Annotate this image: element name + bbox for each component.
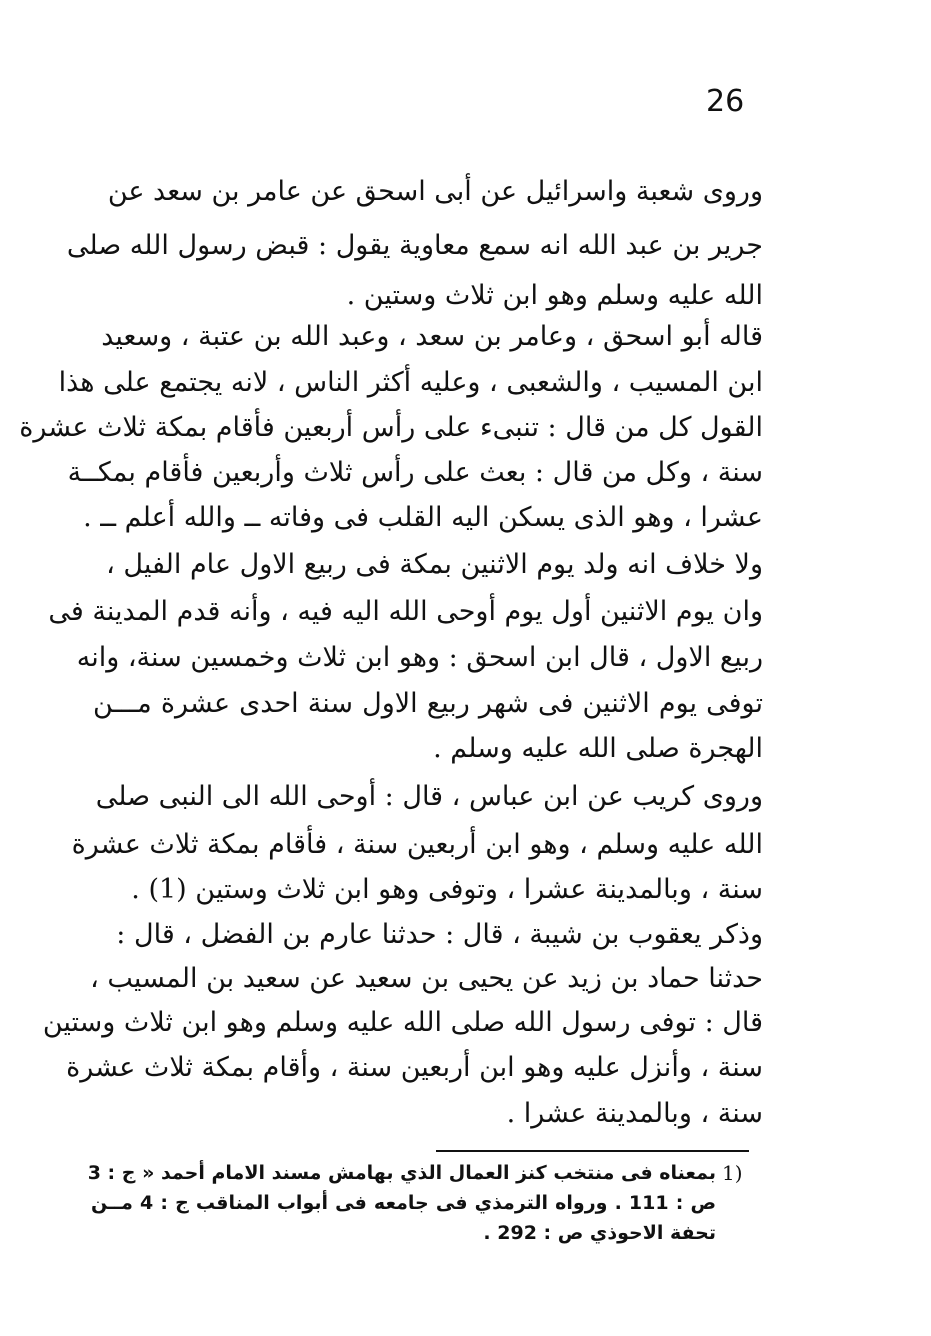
body-line: وروى شعبة واسرائيل عن أبى اسحق عن عامر بن سعد عن	[107, 176, 763, 207]
footnote-line: تحفة الاحوذي ص : 292 .	[483, 1222, 716, 1244]
footnote-line: ص : 111 . ورواه الترمذي فى جامعه فى أبواب المناقب ج : 4 مــن	[91, 1192, 717, 1214]
body-line: سنة ، وبالمدينة عشرا ، وتوفى وهو ابن ثلاث وستين (1) .	[131, 874, 763, 905]
body-line: وذكر يعقوب بن شيبة ، قال : حدثنا عارم بن الفضل ، قال :	[116, 919, 763, 950]
body-line: ابن المسيب ، والشعبى ، وعليه أكثر الناس ، لانه يجتمع على هذا	[58, 367, 763, 398]
body-line: سنة ، وكل من قال : بعث على رأس ثلاث وأربعين فأقام بمكــة	[67, 457, 763, 488]
body-line: الله عليه وسلم وهو ابن ثلاث وستين .	[346, 280, 763, 311]
body-line: ربيع الاول ، قال ابن اسحق : وهو ابن ثلاث وخمسين سنة، وانه	[76, 642, 763, 673]
body-line: جرير بن عبد الله انه سمع معاوية يقول : قبض رسول الله صلى	[66, 230, 763, 261]
body-line: قاله أبو اسحق ، وعامر بن سعد ، وعبد الله بن عتبة ، وسعيد	[101, 321, 763, 352]
body-line: سنة ، وأنزل عليه وهو ابن أربعين سنة ، وأقام بمكة ثلاث عشرة	[66, 1052, 763, 1083]
body-line: القول كل من قال : تنبىء على رأس أربعين فأقام بمكة ثلاث عشرة	[19, 412, 763, 443]
page-number: 26	[706, 84, 745, 119]
body-line: قال : توفى رسول الله صلى الله عليه وسلم وهو ابن ثلاث وستين	[42, 1007, 763, 1038]
body-line: حدثنا حماد بن زيد عن يحيى بن سعيد عن سعيد بن المسيب ،	[90, 963, 763, 994]
footnote-marker: 1)	[722, 1161, 743, 1185]
body-line: وان يوم الاثنين أول يوم أوحى الله اليه فيه ، وأنه قدم المدينة فى	[48, 596, 763, 627]
body-line: وروى كريب عن ابن عباس ، قال : أوحى الله الى النبى صلى	[95, 781, 763, 812]
footnote-divider	[436, 1150, 749, 1152]
body-line: الهجرة صلى الله عليه وسلم .	[433, 733, 763, 764]
body-line: ولا خلاف انه ولد يوم الاثنين بمكة فى ربيع الاول عام الفيل ،	[106, 549, 763, 580]
body-line: عشرا ، وهو الذى يسكن اليه القلب فى وفاته ــ والله أعلم ــ .	[83, 502, 763, 533]
footnote-line: بمعناه فى منتخب كنز العمال الذي بهامش مسند الامام أحمد « ج : 3	[87, 1162, 716, 1184]
body-line: الله عليه وسلم ، وهو ابن أربعين سنة ، فأقام بمكة ثلاث عشرة	[71, 829, 763, 860]
body-line: توفى يوم الاثنين فى شهر ربيع الاول سنة احدى عشرة مـــن	[93, 688, 764, 719]
body-line: سنة ، وبالمدينة عشرا .	[506, 1098, 763, 1129]
